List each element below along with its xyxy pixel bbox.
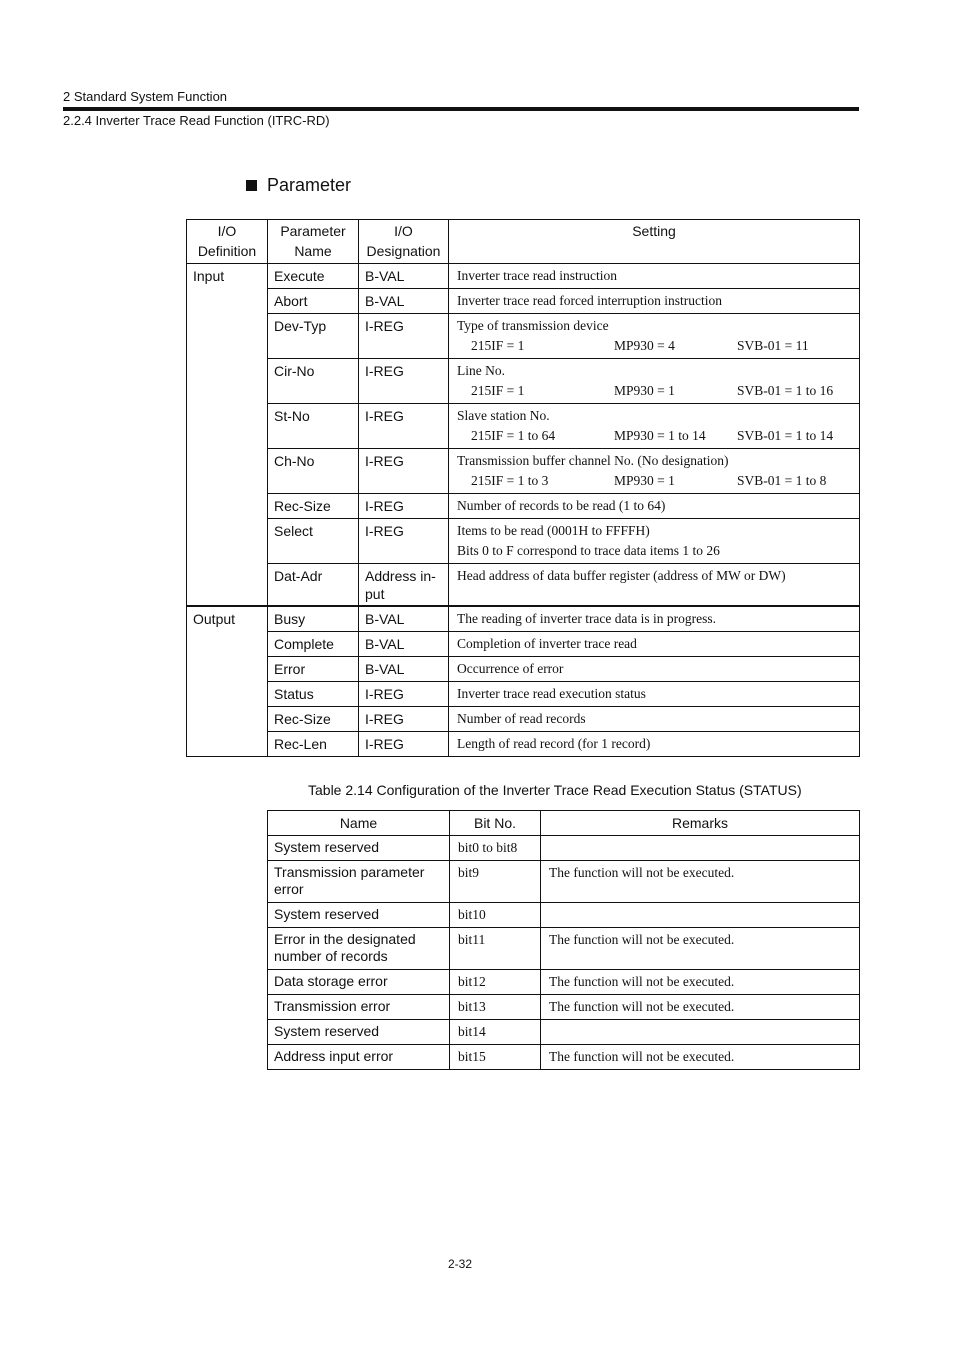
name-cell: Address input error [268,1045,450,1070]
name-header: Name [268,811,450,836]
setting-cell: Length of read record (for 1 record) [449,732,860,757]
table-row [187,314,860,359]
io-designation-cell: B-VAL [359,632,449,657]
table-row [187,682,860,707]
table-row [268,861,860,903]
table-row [187,564,860,607]
setting-cell: Inverter trace read forced interruption instruction [449,289,860,314]
table-row [268,970,860,995]
parameter-table-header [187,220,860,264]
section-heading [246,175,351,196]
io-designation-cell: B-VAL [359,264,449,289]
header-line: Parameter [280,223,346,239]
table-row [268,1045,860,1070]
section-header: 2.2.4 Inverter Trace Read Function (ITRC-RD) [63,113,330,128]
setting-cell: Number of records to be read (1 to 64) [449,494,860,519]
parameter-name-cell: Complete [268,632,359,657]
io-designation-cell [359,564,449,607]
name-cell: System reserved [268,1020,450,1045]
name-line: number of records [274,948,388,964]
parameter-table [186,219,860,757]
parameter-name-cell: Cir-No [268,359,359,404]
parameter-name-cell: Rec-Size [268,494,359,519]
setting-text: Items to be read (0001H to FFFFH) [457,523,650,538]
name-cell: System reserved [268,903,450,928]
parameter-name-cell: Dat-Adr [268,564,359,607]
remarks-cell: The function will not be executed. [541,995,860,1020]
parameter-name-cell: Busy [268,606,359,632]
name-cell: System reserved [268,836,450,861]
bit-cell: bit14 [450,1020,541,1045]
name-line: Transmission parameter [274,864,425,880]
table-row [268,995,860,1020]
table-row [268,903,860,928]
remarks-cell: The function will not be executed. [541,970,860,995]
setting-text-line2: Bits 0 to F correspond to trace data items 1 to 26 [457,543,720,558]
setting-text: Slave station No. [457,408,550,423]
name-line: error [274,881,304,897]
setting-values [457,381,851,401]
io-designation-cell: I-REG [359,682,449,707]
parameter-name-cell: Rec-Size [268,707,359,732]
value-svb01: SVB-01 = 1 to 16 [737,383,834,398]
parameter-name-cell: Abort [268,289,359,314]
status-table-header [268,811,860,836]
parameter-name-cell: Execute [268,264,359,289]
value-215if: 215IF = 1 [471,383,525,398]
remarks-cell: The function will not be executed. [541,1045,860,1070]
header-line: Name [294,243,332,259]
remarks-cell: The function will not be executed. [541,861,860,903]
page-number: 2-32 [448,1257,473,1271]
name-cell: Data storage error [268,970,450,995]
bit-no-header: Bit No. [450,811,541,836]
io-definition-cell: Output [187,606,268,757]
io-designation-cell: I-REG [359,494,449,519]
setting-values [457,336,851,356]
table-row [187,404,860,449]
table-row [187,657,860,682]
io-designation-cell: I-REG [359,732,449,757]
setting-text: Line No. [457,363,505,378]
remarks-header: Remarks [541,811,860,836]
value-mp930: MP930 = 4 [614,338,675,353]
table-row [187,289,860,314]
parameter-name-cell: Select [268,519,359,564]
value-215if: 215IF = 1 to 3 [471,473,549,488]
bit-cell: bit15 [450,1045,541,1070]
setting-cell: Completion of inverter trace read [449,632,860,657]
io-designation-header [359,220,449,264]
value-svb01: SVB-01 = 11 [737,338,809,353]
parameter-name-cell: Dev-Typ [268,314,359,359]
table-row [187,449,860,494]
io-designation-cell: B-VAL [359,289,449,314]
value-215if: 215IF = 1 [471,338,525,353]
bit-cell: bit9 [450,861,541,903]
io-designation-cell: I-REG [359,314,449,359]
name-cell [268,928,450,970]
io-designation-cell: I-REG [359,404,449,449]
parameter-name-cell: Ch-No [268,449,359,494]
header-line: I/O [217,223,237,239]
setting-cell [449,314,860,359]
value-mp930: MP930 = 1 [614,383,675,398]
parameter-name-cell: St-No [268,404,359,449]
parameter-name-header [268,220,359,264]
designation-line: Address in- [365,568,436,584]
setting-cell [449,449,860,494]
setting-cell: The reading of inverter trace data is in progress. [449,606,860,632]
setting-header: Setting [449,220,860,264]
status-table [267,810,860,1070]
value-svb01: SVB-01 = 1 to 14 [737,428,834,443]
table-row [187,494,860,519]
bit-cell: bit11 [450,928,541,970]
header-rule [63,107,859,111]
square-bullet-icon [246,180,257,191]
table-row [268,928,860,970]
table-row [187,359,860,404]
chapter-header: 2 Standard System Function [63,89,228,104]
table-row [187,519,860,564]
setting-cell [449,519,860,564]
table-row [268,836,860,861]
header-line: Definition [197,243,257,259]
setting-cell: Inverter trace read execution status [449,682,860,707]
table-row [187,707,860,732]
table-row [187,264,860,289]
bit-cell: bit0 to bit8 [450,836,541,861]
io-designation-cell: I-REG [359,707,449,732]
remarks-cell [541,1020,860,1045]
bit-cell: bit13 [450,995,541,1020]
name-cell [268,861,450,903]
table-row [187,632,860,657]
io-designation-cell: I-REG [359,449,449,494]
bit-cell: bit10 [450,903,541,928]
value-svb01: SVB-01 = 1 to 8 [737,473,827,488]
io-designation-cell: I-REG [359,359,449,404]
setting-text: Type of transmission device [457,318,609,333]
table-row [268,1020,860,1045]
io-definition-cell: Input [187,264,268,607]
table-caption: Table 2.14 Configuration of the Inverter Trace Read Execution Status (STATUS) [308,782,802,798]
setting-cell: Occurrence of error [449,657,860,682]
parameter-name-cell: Error [268,657,359,682]
io-designation-cell: I-REG [359,519,449,564]
bit-cell: bit12 [450,970,541,995]
name-line: Error in the designated [274,931,416,947]
name-cell: Transmission error [268,995,450,1020]
io-designation-cell: B-VAL [359,606,449,632]
io-designation-cell: B-VAL [359,657,449,682]
table-row [187,732,860,757]
remarks-cell: The function will not be executed. [541,928,860,970]
setting-text: Transmission buffer channel No. (No designation) [457,453,729,468]
value-mp930: MP930 = 1 to 14 [614,428,706,443]
setting-values [457,426,851,446]
value-mp930: MP930 = 1 [614,473,675,488]
value-215if: 215IF = 1 to 64 [471,428,556,443]
designation-line: put [365,586,385,602]
parameter-name-cell: Rec-Len [268,732,359,757]
setting-cell: Number of read records [449,707,860,732]
setting-cell [449,404,860,449]
header-line: I/O [394,223,413,239]
setting-cell [449,359,860,404]
parameter-name-cell: Status [268,682,359,707]
setting-values [457,471,851,491]
remarks-cell [541,903,860,928]
header-line: Designation [366,243,441,259]
setting-cell: Inverter trace read instruction [449,264,860,289]
io-definition-header [187,220,268,264]
setting-cell: Head address of data buffer register (address of MW or DW) [449,564,860,607]
table-row [187,606,860,632]
section-title: Parameter [267,175,352,195]
remarks-cell [541,836,860,861]
